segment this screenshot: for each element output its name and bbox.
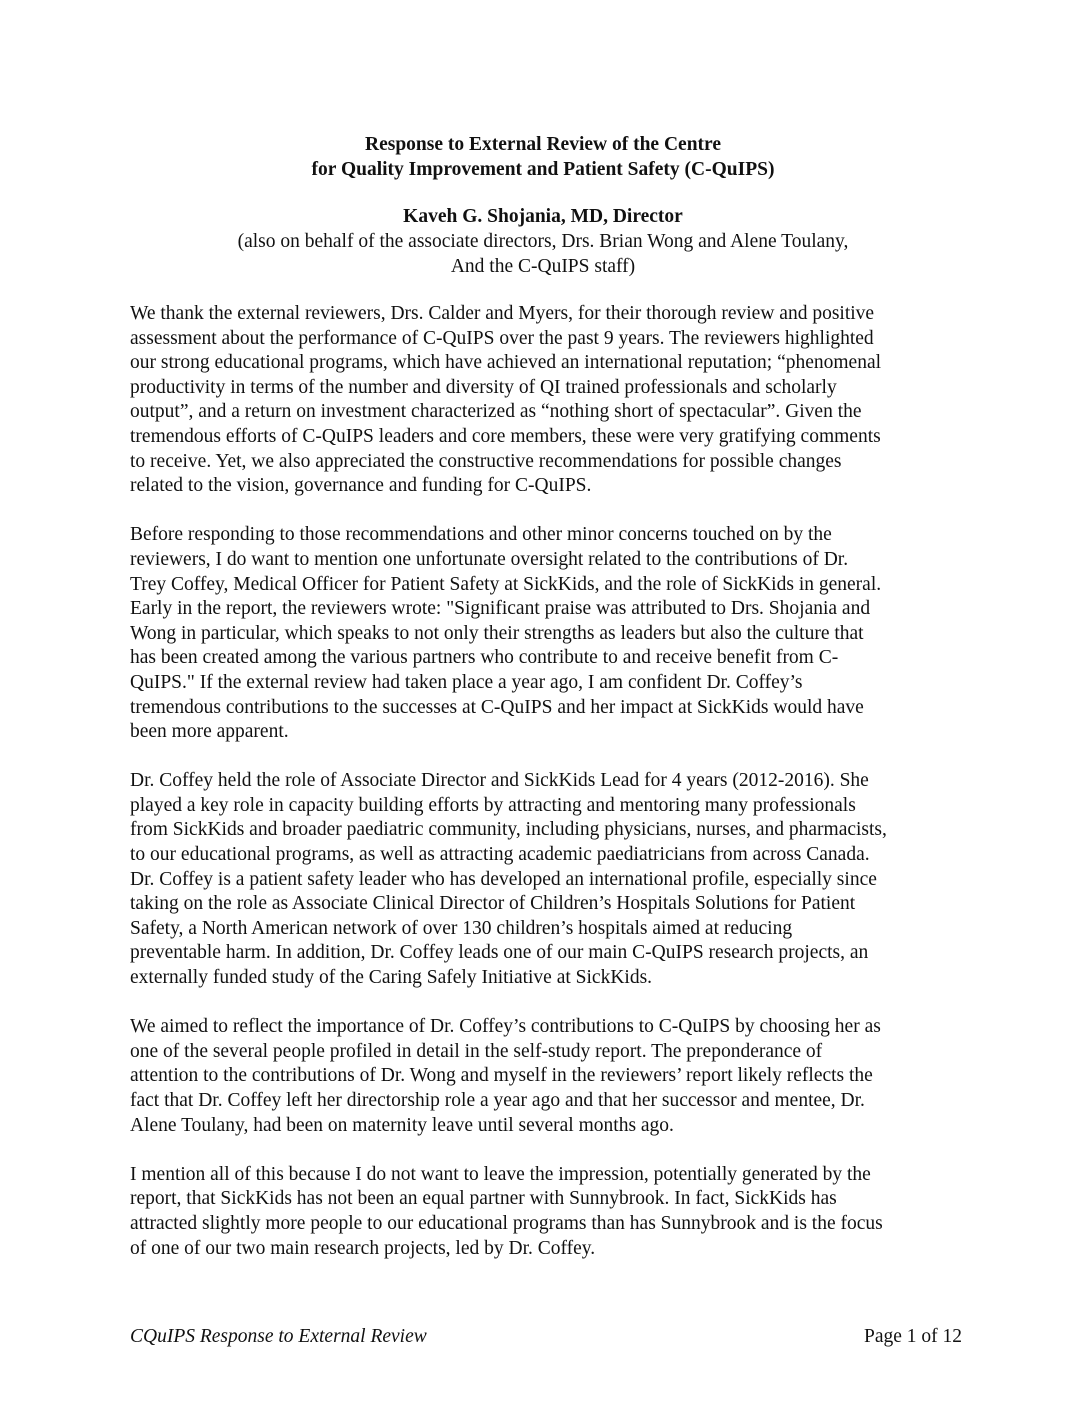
text-line: taking on the role as Associate Clinical Director of Children’s Hospitals Solutions for Patient (130, 893, 856, 915)
text-line: of one of our two main research projects, led by Dr. Coffey. (130, 1237, 596, 1259)
text-line: fact that Dr. Coffey left her directorship role a year ago and that her successor and mentee, Dr. (130, 1090, 865, 1111)
text-line: related to the vision, governance and funding for C-QuIPS. (130, 475, 592, 497)
text-line: report, that SickKids has not been an equal partner with Sunnybrook. In fact, SickKids has (130, 1188, 837, 1210)
author-affiliation-line-2: And the C-QuIPS staff) (450, 256, 636, 277)
paragraph-5 (130, 1163, 960, 1261)
document-title (130, 132, 956, 182)
author-affiliation-line-1: (also on behalf of the associate directors, Drs. Brian Wong and Alene Toulany, (237, 231, 849, 252)
text-line: I mention all of this because I do not want to leave the impression, potentially generated by the (130, 1163, 871, 1185)
text-line: attracted slightly more people to our educational programs than has Sunnybrook and is the focus (130, 1212, 883, 1234)
text-line: Safety, a North American network of over 130 children’s hospitals aimed at reducing (130, 917, 793, 939)
footer-document-title: CQuIPS Response to External Review (130, 1326, 427, 1347)
text-line: output”, and a return on investment characterized as “nothing short of spectacular”. Given the (130, 401, 862, 423)
text-line: We thank the external reviewers, Drs. Calder and Myers, for their thorough review and positive (130, 303, 875, 324)
text-line: QuIPS." If the external review had taken place a year ago, I am confident Dr. Coffey’s (130, 671, 803, 693)
text-line: Trey Coffey, Medical Officer for Patient Safety at SickKids, and the role of SickKids in general. (130, 573, 882, 595)
text-line: productivity in terms of the number and diversity of QI trained professionals and scholarly (130, 376, 837, 398)
text-line: reviewers, I do want to mention one unfortunate oversight related to the contributions of Dr. (130, 548, 849, 570)
text-line: We aimed to reflect the importance of Dr. Coffey’s contributions to C-QuIPS by choosing her as (130, 1016, 881, 1038)
text-line: been more apparent. (130, 721, 289, 743)
author-name: Kaveh G. Shojania, MD, Director (403, 206, 683, 227)
text-line: tremendous contributions to the successes at C-QuIPS and her impact at SickKids would have (130, 696, 864, 718)
text-line: Dr. Coffey held the role of Associate Director and SickKids Lead for 4 years (2012-2016). She (130, 770, 869, 792)
text-line: our strong educational programs, which have achieved an international reputation; “phenomenal (130, 352, 882, 374)
paragraph-2 (130, 523, 960, 744)
text-line: to our educational programs, as well as attracting academic paediatricians from across Canada. (130, 844, 870, 866)
text-line: one of the several people profiled in detail in the self-study report. The preponderance of (130, 1040, 823, 1062)
text-line: Dr. Coffey is a patient safety leader who has developed an international profile, especially since (130, 868, 877, 890)
text-line: from SickKids and broader paediatric community, including physicians, nurses, and pharmacists, (130, 819, 887, 841)
title-line-1: Response to External Review of the Centre (365, 134, 721, 155)
text-line: Before responding to those recommendations and other minor concerns touched on by the (130, 524, 832, 546)
document-body (130, 302, 960, 1286)
text-line: externally funded study of the Caring Safely Initiative at SickKids. (130, 967, 653, 989)
title-line-2: for Quality Improvement and Patient Safety (C-QuIPS) (311, 159, 775, 180)
text-line: attention to the contributions of Dr. Wong and myself in the reviewers’ report likely reflects the (130, 1065, 873, 1087)
paragraph-1 (130, 302, 960, 499)
text-line: Wong in particular, which speaks to not only their strengths as leaders but also the culture that (130, 622, 864, 644)
text-line: tremendous efforts of C-QuIPS leaders and core members, these were very gratifying comments (130, 425, 881, 447)
text-line: played a key role in capacity building efforts by attracting and mentoring many professionals (130, 794, 856, 816)
text-line: preventable harm. In addition, Dr. Coffey leads one of our main C-QuIPS research projects, an (130, 942, 869, 964)
paragraph-4 (130, 1015, 960, 1138)
page-number: Page 1 of 12 (863, 1326, 962, 1347)
text-line: Alene Toulany, had been on maternity leave until several months ago. (130, 1114, 674, 1136)
text-line: assessment about the performance of C-QuIPS over the past 9 years. The reviewers highlighted (130, 327, 874, 349)
author-block (130, 204, 956, 279)
text-line: to receive. Yet, we also appreciated the constructive recommendations for possible changes (130, 450, 842, 472)
text-line: Early in the report, the reviewers wrote: "Significant praise was attributed to Drs. Shojania and (130, 598, 871, 620)
paragraph-3 (130, 769, 960, 990)
text-line: has been created among the various partners who contribute to and receive benefit from C- (130, 647, 839, 669)
